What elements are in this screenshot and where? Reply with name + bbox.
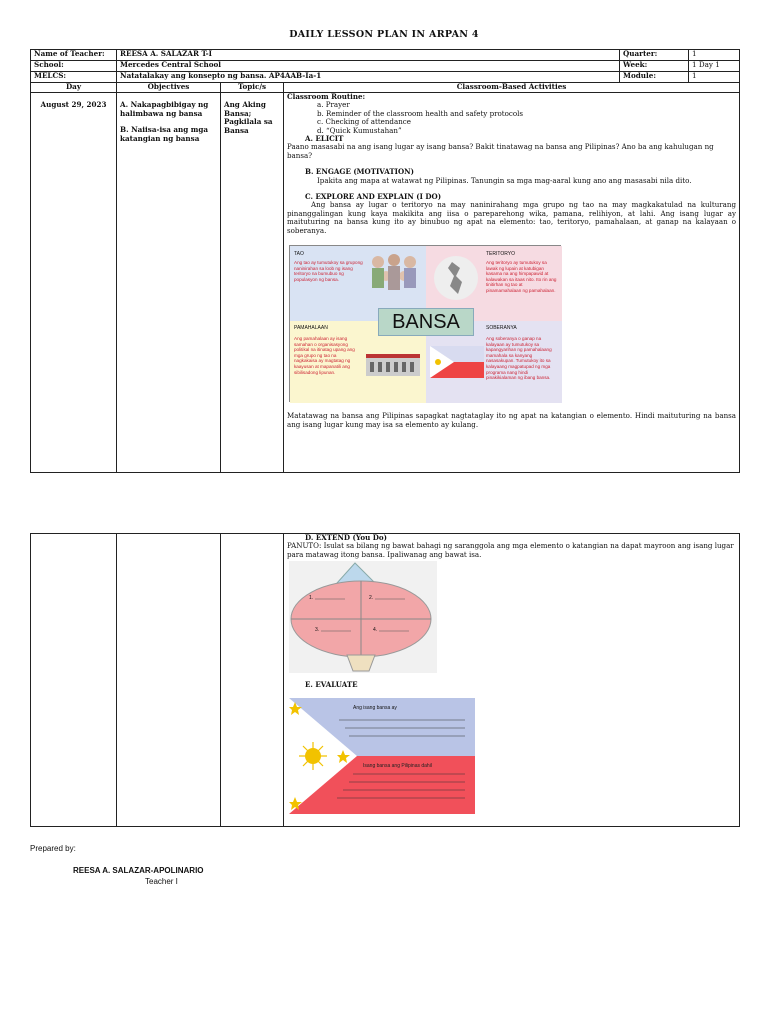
explore-heading: C. EXPLORE AND EXPLAIN (I DO) (305, 192, 442, 202)
prepared-by-label: Prepared by: (30, 844, 76, 853)
topic-cell: Ang Aking Bansa; Pagkilala sa Bansa (221, 93, 284, 473)
lesson-table-2 (30, 533, 740, 827)
module-value: 1 (689, 72, 740, 83)
day-cell-2 (31, 534, 117, 827)
tao-text: Ang tao ay tumutukoy sa grupong naninirahan sa loob ng isang teritoryo na bumubuo ng populasyon ng bansa. (294, 260, 363, 282)
flag-bottom-prompt: Isang bansa ang Pilipinas dahil (363, 762, 432, 769)
routine-title: Classroom Routine: (287, 92, 366, 101)
explore-text: Ang bansa ay lugar o teritoryo na may naninirahang mga grupo ng tao na may magkakatulad na kulturang pinanggalingan kung kaya makikita ang iisa o parepareho​ng wika, pamana, relihiyon, at lahi. Ang isang lugar ay maituturing na bansa kung ito ay binubuo ng apat na elemento: tao, teritoryo, pamahalaan, at ganap na kalayaan o soberanya. (287, 200, 737, 235)
col-day: Day (31, 83, 117, 93)
flag-worksheet (289, 698, 475, 814)
engage-heading: B. ENGAGE (MOTIVATION) (305, 167, 414, 177)
bansa-center-label: BANSA (378, 308, 474, 336)
routine-item: a. Prayer (317, 100, 350, 110)
col-activities: Classroom-Based Activities (284, 83, 740, 93)
preparer-name: REESA A. SALAZAR-APOLINARIO (73, 866, 204, 875)
evaluate-heading: E. EVALUATE (305, 680, 358, 690)
teacher-name: REESA A. SALAZAR T-I (117, 50, 620, 61)
routine-item: c. Checking of attendance (317, 117, 411, 127)
elicit-text: Paano masasabi na ang isang lugar ay isang bansa? Bakit tinatawag na bansa ang Pilipinas? Ano ba ang kahulugan ng bansa? (287, 142, 714, 160)
col-objectives: Objectives (117, 83, 221, 93)
day-cell: August 29, 2023 (31, 93, 117, 473)
quarter-value: 1 (689, 50, 740, 61)
conclusion-text: Matatawag na bansa ang Pilipinas sapagkat nagtataglay ito ng apat na katangian o elemento. Hindi maituturing na bansa ang isang lugar kung may isa sa elemento ay kulang. (287, 411, 737, 429)
people-illustration (366, 250, 422, 294)
melcs-label: MELCS: (31, 72, 117, 83)
kite-label-3: 3. (315, 627, 320, 634)
objectives-cell-2 (117, 534, 221, 827)
flag-top-prompt: Ang isang bansa ay (353, 704, 397, 711)
kite-label-4: 4. (373, 627, 378, 634)
philippine-flag-icon (430, 346, 484, 378)
week-value: 1 Day 1 (689, 61, 740, 72)
activities-cell (284, 93, 740, 473)
objective-a: A. Nakapagbibigay ng halimbawa ng bansa (120, 100, 209, 118)
preparer-role: Teacher I (145, 877, 178, 886)
government-building-icon (364, 346, 422, 380)
soberanya-text: Ang soberanya o ganap na kalayaan ay tumutukoy sa kapangyarihan ng pamahalaang mamahala sa kanyang nasasakupan. Tumutukoy ito sa kalayaang magpatupad ng mga programa nang hindi pinakikialaman ng ibang bansa. (486, 336, 552, 381)
lesson-table-1 (30, 49, 740, 473)
objectives-cell (117, 93, 221, 473)
kite-label-1: 1. (309, 595, 314, 602)
school-label: School: (31, 61, 117, 72)
melcs-text: Natatalakay ang konsepto ng bansa. AP4AAB-Ia-1 (117, 72, 620, 83)
extend-heading: D. EXTEND (You Do) (305, 533, 387, 542)
pamahalaan-title: PAMAHALAAN (294, 325, 328, 332)
tao-title: TAO (294, 251, 304, 258)
kite-figure (289, 561, 437, 673)
week-label: Week: (620, 61, 689, 72)
activities-cell-2 (284, 534, 740, 827)
soberanya-title: SOBERANYA (486, 325, 517, 332)
col-topics: Topic/s (221, 83, 284, 93)
routine-item: b. Reminder of the classroom health and safety protocols (317, 108, 524, 118)
philippine-map-icon (432, 254, 480, 302)
school-name: Mercedes Central School (117, 61, 620, 72)
teritoryo-text: Ang teritoryo ay tumutukoy sa lawak ng lupain at katubigan kasama na ang himpapawid at kalawakan sa itaas nito. Ito rin ang tinitirhan ng tao at pinamamahalaan ng pamahalaan. (486, 260, 557, 294)
teacher-label: Name of Teacher: (31, 50, 117, 61)
topic-cell-2 (221, 534, 284, 827)
quarter-label: Quarter: (620, 50, 689, 61)
bansa-elements-figure (289, 245, 561, 402)
objective-b: B. Naiisa-isa ang mga katangian ng bansa (120, 125, 209, 143)
module-label: Module: (620, 72, 689, 83)
teritoryo-title: TERITORYO (486, 251, 515, 258)
elicit-heading: A. ELICIT (305, 134, 344, 144)
philippine-flag-illustration (289, 698, 475, 814)
kite-illustration (289, 561, 437, 673)
extend-text: PANUTO: Isulat sa bilang ng bawat bahagi ng saranggola ang mga elemento o katangian na dapat mayroon ang isang lugar para matawag itong bansa. Ipaliwanag ang bawat isa. (287, 541, 734, 559)
page-title: DAILY LESSON PLAN IN ARPAN 4 (289, 29, 479, 40)
routine-item: d. “Quick Kumustahan” (317, 125, 402, 135)
pamahalaan-text: Ang pamahalaan ay isang samahan o organisasyong politikal na itinatag upang ang mga grupo ng tao na nagkakaisa ay magtatag ng kaayusan at mapanatili ang sibilisadong lipunan. (294, 336, 355, 375)
engage-text: Ipakita ang mapa at watawat ng Pilipinas. Tanungin sa mga mag-aaral kung ano ang masasabi nila dito. (317, 175, 692, 185)
kite-label-2: 2. (369, 595, 374, 602)
